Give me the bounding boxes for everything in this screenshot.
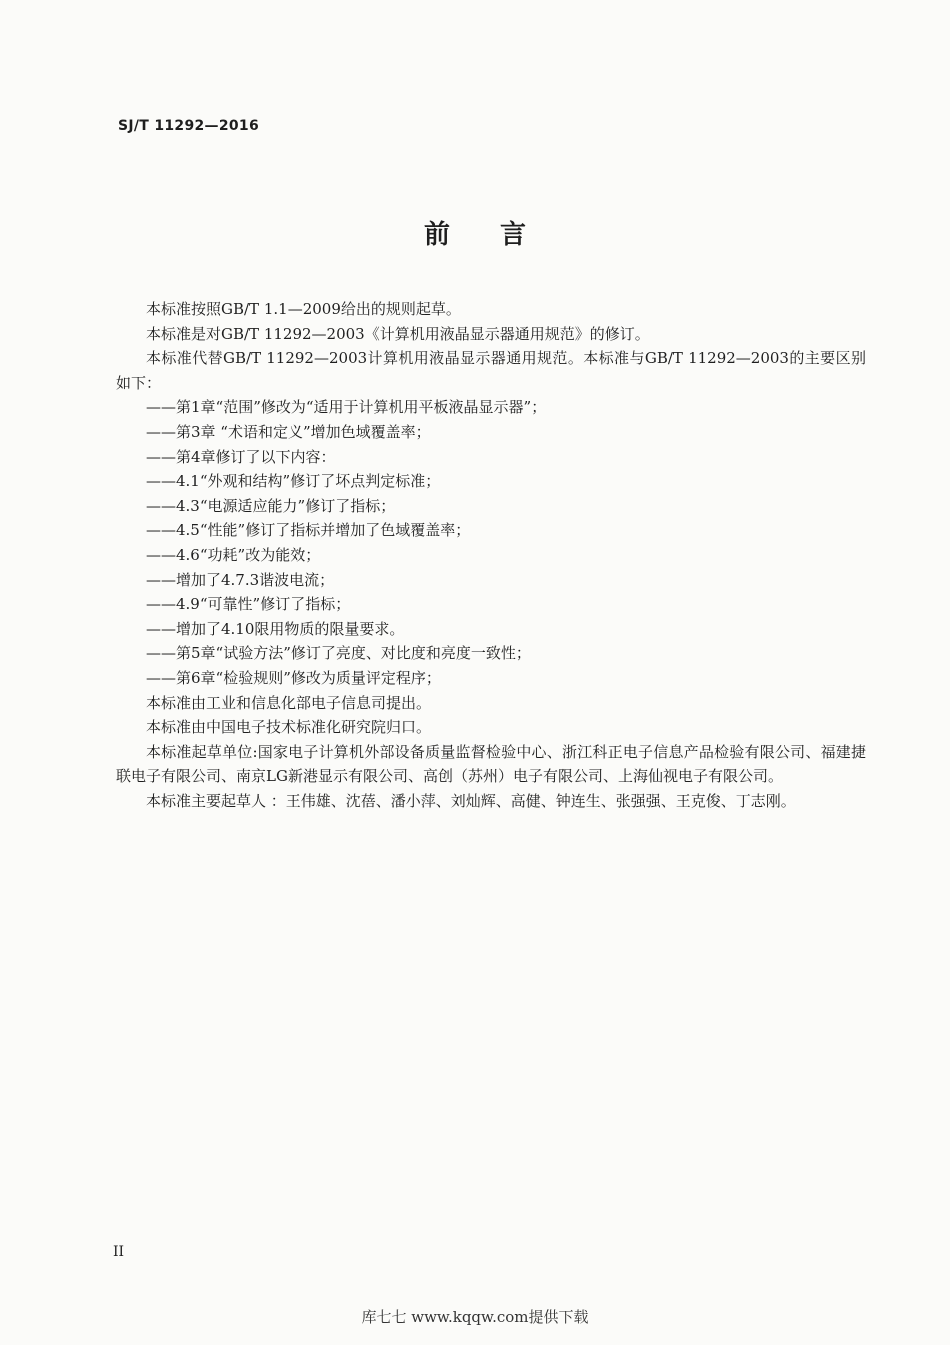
paragraph: 本标准是对GB/T 11292—2003《计算机用液晶显示器通用规范》的修订。 bbox=[146, 324, 650, 343]
title-char-1: 前 bbox=[423, 220, 450, 250]
download-footer: 库七七 www.kqqw.com提供下载 bbox=[361, 1308, 589, 1326]
title-char-2: 言 bbox=[500, 220, 527, 250]
paragraph: 本标准代替GB/T 11292—2003计算机用液晶显示器通用规范。本标准与GB/T 11292—2003的主要区别如下： bbox=[116, 349, 866, 392]
page-number: II bbox=[113, 1244, 125, 1260]
change-item: ——4.6“功耗”改为能效； bbox=[146, 545, 321, 564]
change-item: ——4.9“可靠性”修订了指标； bbox=[146, 595, 351, 614]
preface-body bbox=[116, 297, 866, 813]
change-item: ——增加了4.10限用物质的限量要求。 bbox=[146, 619, 405, 638]
change-item: ——4.5“性能”修订了指标并增加了色域覆盖率； bbox=[146, 521, 471, 540]
change-item: ——第3章 “术语和定义”增加色域覆盖率； bbox=[146, 422, 431, 441]
paragraph: 本标准起草单位:国家电子计算机外部设备质量监督检验中心、浙江科正电子信息产品检验有限公司、福建捷联电子有限公司、南京LG新港显示有限公司、高创（苏州）电子有限公司、上海仙视电子有限公司。 bbox=[116, 742, 866, 786]
paragraph: 本标准主要起草人 ：王伟雄、沈蓓、潘小萍、刘灿辉、高健、钟连生、张强强、王克俊、丁志刚。 bbox=[146, 791, 796, 810]
change-item: ——增加了4.7.3谐波电流； bbox=[146, 570, 335, 589]
paragraph: 本标准由工业和信息化部电子信息司提出。 bbox=[146, 693, 432, 712]
page-title bbox=[0, 214, 950, 251]
paragraph: 本标准按照GB/T 1.1—2009给出的规则起草。 bbox=[146, 300, 461, 318]
change-item: ——4.1“外观和结构”修订了坏点判定标准； bbox=[146, 472, 441, 491]
paragraph: 本标准由中国电子技术标准化研究院归口。 bbox=[146, 718, 432, 737]
change-item: ——第1章“范围”修改为“适用于计算机用平板液晶显示器”； bbox=[146, 398, 547, 417]
standard-code: SJ/T 11292—2016 bbox=[118, 118, 259, 134]
change-item: ——4.3“电源适应能力”修订了指标； bbox=[146, 496, 396, 515]
change-item: ——第6章“检验规则”修改为质量评定程序； bbox=[146, 668, 441, 687]
change-item: ——第5章“试验方法”修订了亮度、对比度和亮度一致性； bbox=[146, 644, 531, 663]
change-item: ——第4章修订了以下内容： bbox=[146, 447, 336, 466]
